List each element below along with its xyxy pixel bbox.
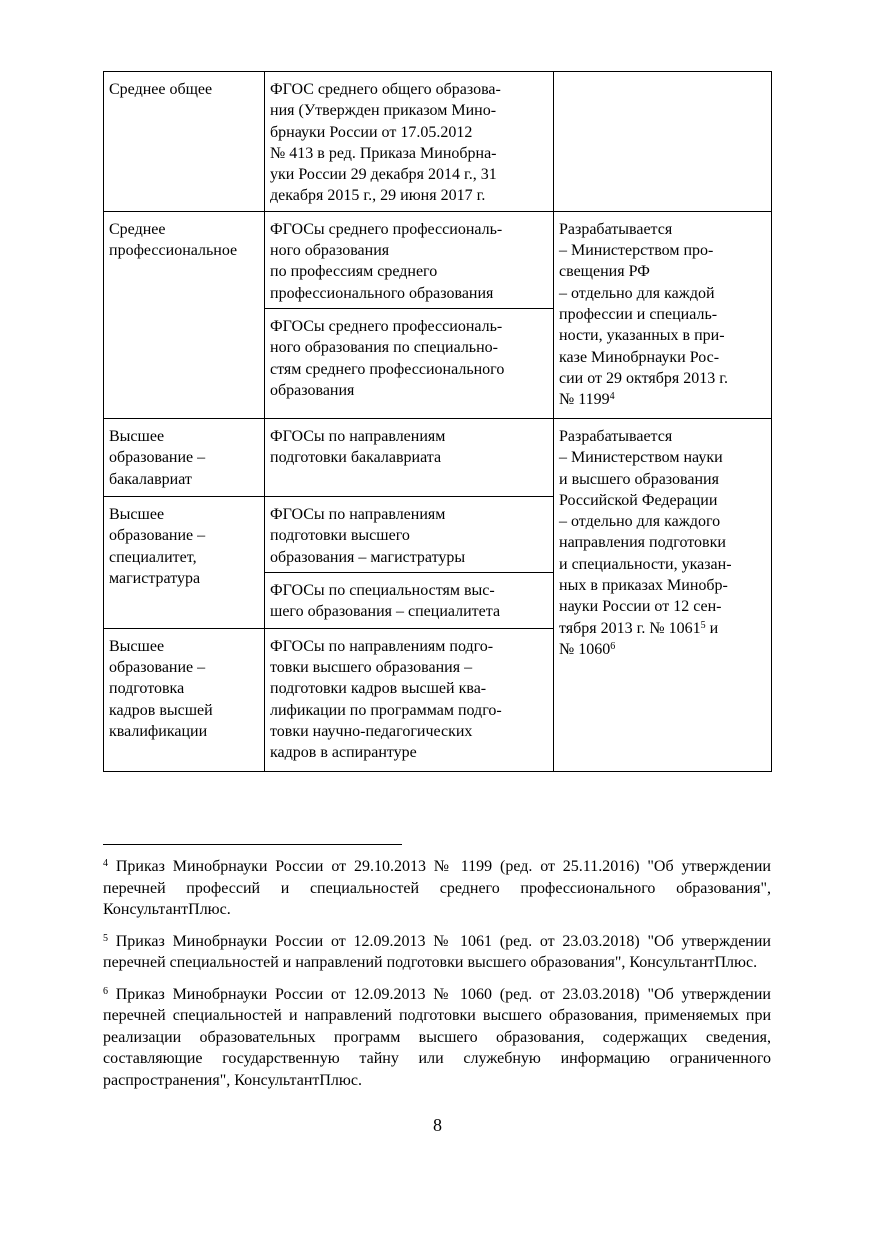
level-cell	[104, 418, 265, 496]
developer-cell	[554, 211, 772, 418]
footnotes	[103, 856, 771, 1101]
standard-text: ФГОСы среднего профессиональ- ного образования по профессиям среднего профессионального образования	[270, 220, 503, 302]
level-text: Среднее общее	[109, 81, 213, 98]
standard-text: ФГОСы по направлениям подготовки бакалавриата	[270, 427, 446, 467]
standard-cell	[265, 572, 554, 628]
standard-cell	[265, 211, 554, 308]
page-number: 8	[433, 1115, 442, 1135]
level-text: Высшее образование – подготовка кадров высшей квалификации	[109, 637, 213, 741]
footnote-text: Приказ Минобрнауки России от 29.10.2013 № 1199 (ред. от 25.11.2016) "Об утверждении перечней профессий и специальностей среднего профессионального образования", КонсультантПлюс.	[103, 858, 771, 918]
developer-cell	[554, 418, 772, 771]
standard-cell	[265, 418, 554, 496]
developer-text: Разрабатывается – Министерством науки и высшего образования Российской Федерации – отдельно для каждого направления подготовки и специальности, указан- ных в приказах Минобр- науки России от 12 сен- тября 2013 г. № 1061	[559, 427, 732, 637]
level-cell	[104, 72, 265, 212]
standard-text: ФГОСы по специальностям выс- шего образования – специалитета	[270, 581, 501, 621]
footnote-6	[103, 984, 771, 1092]
footnote-text: Приказ Минобрнауки России от 12.09.2013 № 1060 (ред. от 23.03.2018) "Об утверждении перечней специальностей и направлений подготовки высшего образования, применяемых при реализации образовательных программ высшего образования, содержащих сведения, составляющие государственную тайну или служебную информацию ограниченного распространения", КонсультантПлюс.	[103, 985, 771, 1089]
footnote-5	[103, 931, 771, 974]
standards-table	[103, 71, 772, 772]
level-cell	[104, 628, 265, 771]
level-text: Среднее профессиональное	[109, 220, 238, 260]
table-row	[104, 211, 772, 308]
footnote-ref: 5	[700, 619, 706, 631]
level-cell	[104, 211, 265, 418]
table-row	[104, 72, 772, 212]
footnote-ref: 4	[609, 391, 615, 403]
standard-text: ФГОС среднего общего образова- ния (Утвержден приказом Мино- брнауки России от 17.05.2012 № 413 в ред. Приказа Минобрна- уки России 29 декабря 2014 г., 31 декабря 2015 г., 29 июня 2017 г.	[270, 81, 501, 205]
standard-text: ФГОСы по направлениям подготовки высшего образования – магистратуры	[270, 505, 466, 566]
standard-cell	[265, 628, 554, 771]
footnote-ref: 6	[610, 640, 616, 652]
standard-text: ФГОСы среднего профессиональ- ного образования по специально- стям среднего профессионального образования	[270, 317, 505, 399]
level-text: Высшее образование – специалитет, магистратура	[109, 505, 206, 587]
standard-cell	[265, 496, 554, 572]
footnote-number: 6	[103, 985, 108, 997]
footnote-number: 4	[103, 858, 108, 869]
standard-cell	[265, 72, 554, 212]
level-cell	[104, 496, 265, 628]
table-row	[104, 418, 772, 496]
footnote-number: 5	[103, 932, 108, 944]
standard-text: ФГОСы по направлениям подго- товки высшего образования – подготовки кадров высшей ква- лификации по программам подго- товки научно-педагогических кадров в аспирантуре	[270, 637, 502, 762]
footnote-4	[103, 856, 771, 921]
level-text: Высшее образование – бакалавриат	[109, 427, 206, 488]
footnote-separator	[103, 844, 402, 845]
developer-text-tail: и	[705, 619, 719, 637]
footnote-text: Приказ Минобрнауки России от 12.09.2013 № 1061 (ред. от 23.03.2018) "Об утверждении перечней специальностей и направлений подготовки высшего образования", КонсультантПлюс.	[103, 932, 771, 971]
developer-text: Разрабатывается – Министерством про- свещения РФ – отдельно для каждой профессии и специаль- ности, указанных в при- казе Минобрнауки Рос- сии от 29 октября 2013 г. № 1199	[559, 220, 728, 409]
developer-text-tail: № 1060	[559, 640, 611, 658]
standard-cell	[265, 308, 554, 418]
developer-cell	[554, 72, 772, 212]
